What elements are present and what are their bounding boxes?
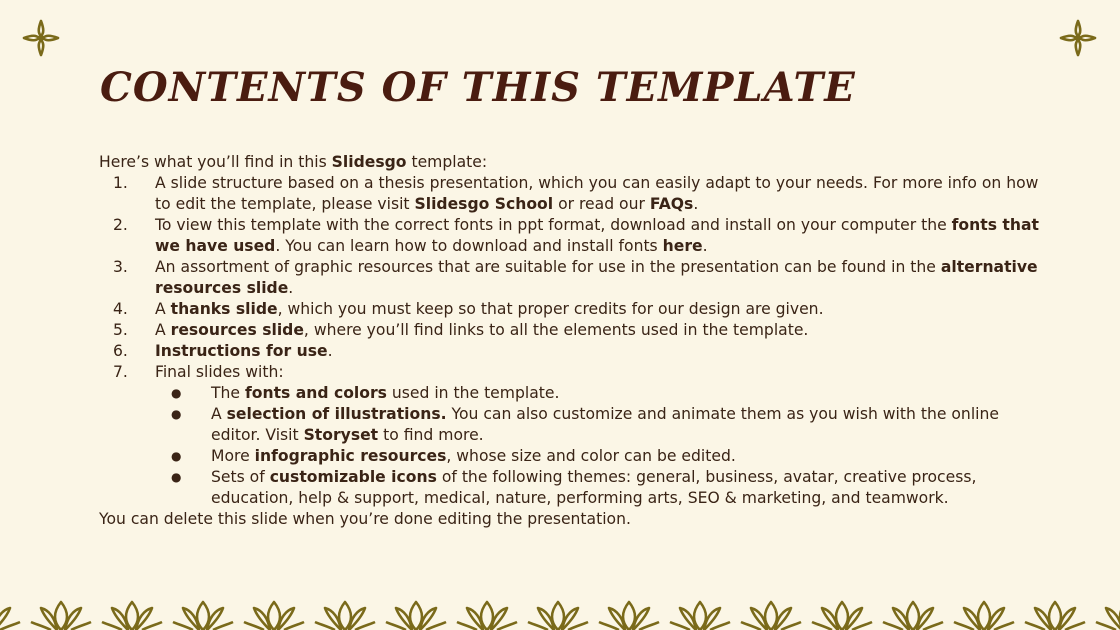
intro-pre: Here’s what you’ll find in this: [99, 153, 332, 171]
sub-list-item: [155, 446, 1039, 467]
list-item-text: [155, 363, 284, 381]
text-run: fonts that we have used: [155, 216, 1039, 255]
lotus-icon: [244, 602, 304, 630]
text-run: Storyset: [303, 426, 379, 444]
list-item-text: [155, 174, 1038, 213]
list-item-text: [155, 216, 1039, 255]
text-run: , which you must keep so that proper credits for our design are given.: [277, 300, 824, 318]
bullet: ●: [171, 449, 182, 463]
lotus-icon: [741, 602, 801, 630]
list-number: 1.: [113, 174, 128, 192]
bullet: ●: [171, 470, 182, 484]
lotus-icon: [457, 602, 517, 630]
list-item: [99, 173, 1039, 215]
text-run: .: [288, 279, 294, 297]
text-run: A slide structure based on a thesis presentation, which you can easily adapt to your needs. For more info on how to edit the template, please visit: [155, 174, 1039, 213]
text-run: thanks slide: [170, 300, 278, 318]
bullet: ●: [171, 386, 182, 400]
list-item-text: [155, 342, 333, 360]
contents-list: [99, 173, 1039, 509]
list-item: [99, 215, 1039, 257]
four-point-star-flower-icon: [1058, 18, 1098, 58]
text-run: Instructions for use: [155, 342, 328, 360]
list-number: 4.: [113, 300, 128, 318]
lotus-icon: [1025, 602, 1085, 630]
text-run: , where you’ll find links to all the elements used in the template.: [303, 321, 809, 339]
lotus-icon: [0, 602, 20, 630]
sub-list-item-text: [211, 468, 976, 507]
text-run: selection of illustrations.: [226, 405, 447, 423]
text-run: You can also customize and animate them as you wish with the online editor. Visit: [211, 405, 999, 444]
text-run: to find more.: [378, 426, 484, 444]
sub-list: [155, 383, 1039, 509]
text-run: .: [702, 237, 708, 255]
list-number: 2.: [113, 216, 128, 234]
list-item: [99, 341, 1039, 362]
sub-list-item: [155, 404, 1039, 446]
text-run: Final slides with:: [155, 363, 284, 381]
lotus-icon: [670, 602, 730, 630]
contents-body: [99, 152, 1039, 530]
text-run: Sets of: [211, 468, 270, 486]
lotus-icon: [1096, 602, 1120, 630]
lotus-icon: [31, 602, 91, 630]
sub-list-item: [155, 383, 1039, 404]
list-item-text: [155, 300, 824, 318]
list-item: [99, 320, 1039, 341]
lotus-icon: [173, 602, 233, 630]
lotus-icon: [954, 602, 1014, 630]
list-item-text: [155, 258, 1038, 297]
lotus-icon: [883, 602, 943, 630]
list-number: 5.: [113, 321, 128, 339]
list-item: [99, 299, 1039, 320]
text-run: here: [662, 237, 703, 255]
sub-list-item-text: [211, 447, 736, 465]
lotus-icon: [812, 602, 872, 630]
text-run: alternative resources slide: [155, 258, 1038, 297]
text-run: FAQs: [649, 195, 694, 213]
sub-list-item: [155, 467, 1039, 509]
text-run: used in the template.: [386, 384, 560, 402]
text-run: fonts and colors: [244, 384, 387, 402]
list-item-text: [155, 321, 808, 339]
four-point-star-flower-icon: [21, 18, 61, 58]
list-number: 3.: [113, 258, 128, 276]
text-run: resources slide: [170, 321, 304, 339]
text-run: Slidesgo School: [414, 195, 554, 213]
text-run: infographic resources: [254, 447, 447, 465]
text-run: An assortment of graphic resources that are suitable for use in the presentation can be found in the: [155, 258, 941, 276]
lotus-icon: [528, 602, 588, 630]
text-run: , whose size and color can be edited.: [446, 447, 736, 465]
list-number: 6.: [113, 342, 128, 360]
text-run: A: [155, 321, 171, 339]
text-run: A: [211, 405, 227, 423]
lotus-icon: [315, 602, 375, 630]
lotus-icon: [386, 602, 446, 630]
sub-list-item-text: [211, 384, 559, 402]
sub-list-item-text: [211, 405, 999, 444]
text-run: The: [211, 384, 245, 402]
text-run: .: [327, 342, 333, 360]
list-item: [99, 257, 1039, 299]
text-run: . You can learn how to download and install fonts: [275, 237, 663, 255]
list-item: [99, 362, 1039, 509]
intro-bold: Slidesgo: [331, 153, 407, 171]
text-run: More: [211, 447, 255, 465]
intro-text: [99, 152, 1039, 173]
text-run: .: [693, 195, 699, 213]
text-run: A: [155, 300, 171, 318]
text-run: or read our: [553, 195, 650, 213]
bullet: ●: [171, 407, 182, 421]
text-run: customizable icons: [269, 468, 437, 486]
list-number: 7.: [113, 363, 128, 381]
lotus-icon: [599, 602, 659, 630]
text-run: of the following themes: general, business, avatar, creative process, education, help & support, medical, nature, performing arts, SEO & marketing, and teamwork.: [211, 468, 977, 507]
lotus-border-icon: [0, 596, 1120, 630]
page-title: CONTENTS OF THIS TEMPLATE: [100, 64, 856, 111]
intro-post: template:: [406, 153, 488, 171]
closing-text: You can delete this slide when you’re done editing the presentation.: [99, 510, 631, 528]
lotus-icon: [102, 602, 162, 630]
text-run: To view this template with the correct fonts in ppt format, download and install on your computer the: [155, 216, 952, 234]
